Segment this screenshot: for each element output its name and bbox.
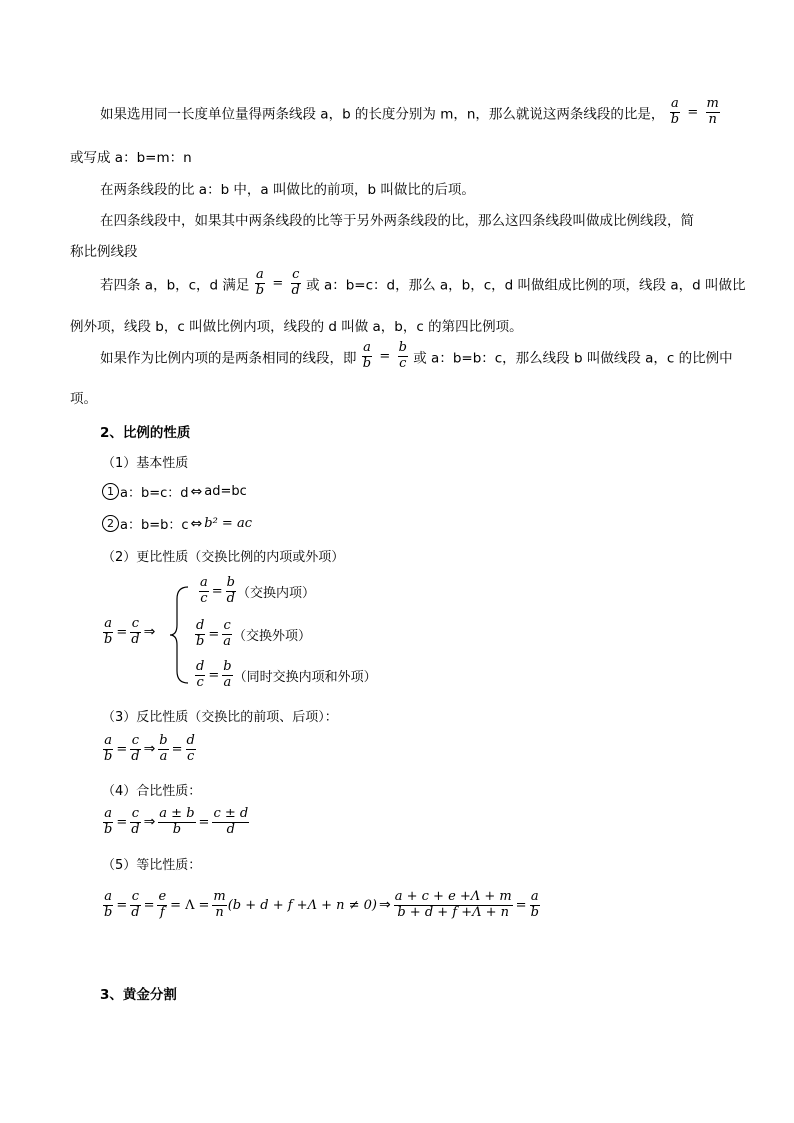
left-brace-icon	[168, 585, 190, 685]
equal-formula: $\frac{a}{b}$ = $\frac{c}{d}$ = $\frac{e}{f}$ = Λ = $\frac{m}{n}$ (b + d + f +Λ + n ≠ 0) ⇒ $\frac{a + c + e +\Lambda + m}{b + d + f +\Lambda + n}$ = $\frac{a}{b}$	[104, 889, 539, 920]
para3-line2: 称比例线段	[70, 244, 138, 260]
circled-number-1: 1	[102, 483, 119, 500]
basic-item-2: 2 a：b=b：c ⇔ b² = ac	[102, 514, 252, 533]
alternate-lhs: $\frac{a}{b}$ = $\frac{c}{d}$ ⇒	[104, 616, 156, 647]
compose-property-label: （4）合比性质：	[102, 784, 202, 799]
section2-heading: 2、比例的性质	[100, 425, 191, 441]
fraction-a-over-b: $\frac{a}{b}$	[670, 96, 680, 127]
implies-icon: ⇒	[143, 814, 156, 831]
para3-line1: 在四条线段中，如果其中两条线段的比等于另外两条线段的比，那么这四条线段叫做成比例线段，简	[100, 213, 694, 229]
para1-line2: 或写成 a：b=m：n	[70, 150, 192, 166]
iff-icon: ⇔	[190, 515, 203, 532]
circled-number-2: 2	[102, 515, 119, 532]
equal-property-label: （5）等比性质：	[102, 858, 202, 873]
para4-line2: 例外项，线段 b，c 叫做比例内项，线段的 d 叫做 a，b，c 的第四比例项。	[70, 319, 523, 335]
fraction-m-over-n: $\frac{m}{n}$	[706, 96, 719, 127]
implies-icon: ⇒	[143, 624, 156, 641]
para1-text: 如果选用同一长度单位量得两条线段 a，b 的长度分别为 m，n，那么就说这两条线段的比是，	[100, 106, 665, 123]
inverse-property-label: （3）反比性质（交换比的前项、后项）：	[102, 710, 338, 725]
compose-formula: $\frac{a}{b}$ = $\frac{c}{d}$ ⇒ $\frac{a \pm b}{b}$ = $\frac{c \pm d}{d}$	[104, 806, 249, 837]
section3-heading: 3、黄金分割	[100, 987, 177, 1003]
implies-icon: ⇒	[379, 897, 391, 914]
alternate-case-3: $\frac{d}{c}$ = $\frac{b}{a}$ （同时交换内项和外项）	[196, 659, 377, 690]
alternate-case-2: $\frac{d}{b}$ = $\frac{c}{a}$ （交换外项）	[196, 618, 312, 649]
inverse-formula: $\frac{a}{b}$ = $\frac{c}{d}$ ⇒ $\frac{b}{a}$ = $\frac{d}{c}$	[104, 733, 195, 764]
iff-icon: ⇔	[190, 483, 203, 500]
para1-line1: 如果选用同一长度单位量得两条线段 a，b 的长度分别为 m，n，那么就说这两条线段的比是， $\frac{a}{b}$ = $\frac{m}{n}$	[100, 96, 719, 127]
alternate-case-1: $\frac{a}{c}$ = $\frac{b}{d}$ （交换内项）	[200, 575, 316, 606]
basic-item-1: 1 a：b=c：d ⇔ ad=bc	[102, 482, 247, 501]
para5-line1: 如果作为比例内项的是两条相同的线段，即 $\frac{a}{b}$ = $\frac{b}{c}$ 或 a：b=b：c，那么线段 b 叫做线段 a，c 的比例中	[100, 340, 733, 371]
para4-line1: 若四条 a，b，c，d 满足 $\frac{a}{b}$ = $\frac{c}{d}$ 或 a：b=c：d，那么 a，b，c，d 叫做组成比例的项，线段 a，d 叫做比	[100, 267, 746, 298]
alternate-property-label: （2）更比性质（交换比例的内项或外项）	[102, 550, 345, 565]
basic-property-label: （1）基本性质	[102, 456, 189, 471]
implies-icon: ⇒	[143, 741, 156, 758]
para2: 在两条线段的比 a：b 中，a 叫做比的前项，b 叫做比的后项。	[100, 182, 475, 198]
para5-line2: 项。	[70, 391, 97, 407]
